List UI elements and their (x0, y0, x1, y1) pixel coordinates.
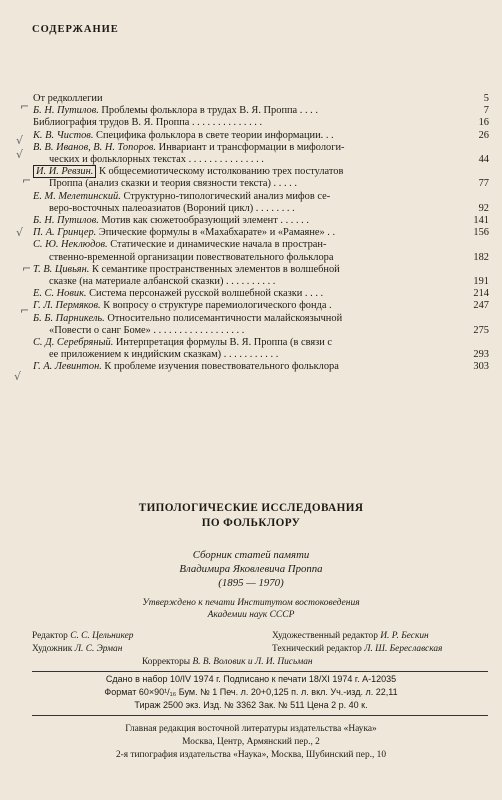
toc-entry (33, 93, 489, 105)
pencil-check-icon: √ (16, 226, 24, 239)
book-title-line1: ТИПОЛОГИЧЕСКИЕ ИССЛЕДОВАНИЯ (138, 502, 364, 514)
toc-entry (33, 117, 489, 129)
toc-entry-author: С. Д. Серебряный. (33, 337, 114, 349)
toc-entry-page: 182 (473, 251, 489, 263)
art-editor-name: И. Р. Бескин (380, 631, 429, 641)
editor-label: Редактор (32, 631, 68, 641)
toc-entry-line (33, 105, 453, 117)
toc-entry-title: ственно-временной организации повествовательного фольклора (49, 251, 334, 263)
toc-entry-page: 16 (478, 117, 489, 129)
toc-entry-author: Б. Н. Путилов. (33, 215, 99, 227)
toc-entry-title: Инвариант и трансформации в мифологи- (156, 141, 345, 153)
toc-entry-page: 303 (473, 361, 489, 373)
artist-name: Л. С. Эрман (74, 644, 123, 654)
pencil-mark-icon: ⌐ (22, 262, 32, 275)
toc-entry-line (33, 325, 453, 337)
toc-entry-title: Мотив как сюжетообразующий элемент . . . . . . (98, 215, 309, 227)
toc-entry (33, 313, 489, 337)
divider (32, 715, 488, 716)
pencil-mark-icon: ⌐ (20, 304, 30, 317)
toc-entry (33, 227, 489, 239)
toc-entry-title: Интерпретация формулы В. Я. Проппа (в связи с (113, 337, 333, 349)
toc-entry-line (33, 203, 453, 215)
toc-entry-author: Г. Л. Пермяков. (33, 300, 101, 312)
art-editor-credit (272, 631, 429, 641)
toc-entry-author: Б. Б. Парникель. (33, 312, 105, 324)
toc-entry-line (33, 276, 453, 288)
approval-line1: Утверждено к печати Институтом востоковедения (142, 598, 360, 608)
toc-entry-author: С. Ю. Неклюдов. (33, 239, 108, 251)
toc-entry-line (33, 264, 453, 276)
toc-entry-line (33, 178, 453, 190)
toc-entry-title: сказке (на материале албанской сказки) . . . . . . . . . . (49, 276, 276, 288)
tech-editor-credit (272, 644, 442, 654)
toc-entry (33, 288, 489, 300)
toc-entry-line (33, 227, 453, 239)
toc-entry (33, 142, 489, 166)
toc-entry-page: 293 (473, 349, 489, 361)
toc-entry-line (33, 349, 453, 361)
toc-entry-line (33, 142, 453, 154)
toc-entry-title: К проблеме изучения повествовательного фольклора (101, 361, 339, 373)
toc-entry-title: веро-восточных палеоазиатов (Вороний цикл) . . . . . . . . (49, 202, 295, 214)
toc-entry-page: 26 (478, 129, 489, 141)
toc-entry-page: 44 (478, 154, 489, 166)
toc-entry (33, 337, 489, 361)
toc-entry (33, 264, 489, 288)
toc-entry-title: Система персонажей русской волшебной сказки . . . . (86, 288, 324, 300)
proofreaders-credit (142, 657, 313, 667)
art-editor-label: Художественный редактор (272, 631, 378, 641)
toc-entry (33, 105, 489, 117)
toc-entry-line (33, 239, 453, 251)
table-of-contents (33, 93, 489, 374)
toc-entry-line (33, 337, 453, 349)
toc-entry-title: Библиография трудов В. Я. Проппа . . . . . . . . . . . . . . (33, 117, 263, 129)
toc-entry-line (33, 191, 453, 203)
toc-entry-page: 7 (483, 105, 489, 117)
artist-credit (32, 644, 122, 654)
toc-entry-author: Т. В. Цивьян. (33, 263, 90, 275)
subtitle-line1: Сборник статей памяти (192, 549, 310, 561)
tech-editor-label: Технический редактор (272, 644, 362, 654)
publisher-line1: Главная редакция восточной литературы издательства «Наука» (125, 724, 377, 734)
toc-entry-title: Относительно полисемантичности малайскоязычной (104, 312, 343, 324)
toc-entry-page: 191 (473, 276, 489, 288)
imprint-line3: Тираж 2500 экз. Изд. № 3362 Зак. № 511 Цена 2 р. 40 к. (134, 700, 368, 710)
toc-entry-title: Статические и динамические начала в простран- (107, 239, 327, 251)
toc-entry (33, 130, 489, 142)
toc-entry (33, 239, 489, 263)
pencil-mark-icon: ⌐ (22, 174, 32, 187)
toc-entry (33, 215, 489, 227)
toc-entry (33, 166, 489, 190)
publisher-line3: 2-я типография издательства «Наука», Москва, Шубинский пер., 10 (115, 750, 387, 760)
toc-entry-author: В. В. Иванов, В. Н. Топоров. (33, 141, 157, 153)
toc-entry-title: ческих и фольклорных текстах . . . . . . . . . . . . . . . (49, 154, 264, 166)
toc-entry-line (33, 288, 453, 300)
toc-entry-author: Г. А. Левинтон. (33, 361, 102, 373)
toc-entry-title: Специфика фольклора в свете теории информации. . . (93, 129, 334, 141)
tech-editor-name: Л. Ш. Береславская (364, 644, 443, 654)
subtitle-line2: Владимира Яковлевича Проппа (179, 563, 323, 575)
toc-entry-page: 77 (478, 178, 489, 190)
toc-heading: СОДЕРЖАНИЕ (32, 24, 119, 35)
toc-entry-page: 5 (483, 93, 489, 104)
toc-entry-title: Структурно-типологический анализ мифов се- (120, 190, 331, 202)
toc-entry-line (33, 215, 453, 227)
toc-entry-title: Эпические формулы в «Махабхарате» и «Рамаяне» . . (96, 227, 336, 239)
proofreaders-label: Корректоры (142, 657, 191, 667)
toc-entry-title: К семантике пространственных элементов в волшебной (89, 263, 340, 275)
toc-entry-author: К. В. Чистов. (33, 129, 94, 141)
toc-entry-page: 275 (473, 324, 489, 336)
toc-entry-author: Б. Н. Путилов. (33, 105, 99, 117)
toc-entry-author: Е. М. Мелетинский. (33, 190, 121, 202)
toc-entry-title: Проппа (анализ сказки и теория связности текста) . . . . . (49, 178, 297, 190)
toc-entry-author: И. И. Ревзин. (33, 165, 96, 178)
toc-entry-title: К общесемиотическому истолкованию трех постулатов (96, 166, 344, 178)
subtitle-years: (1895 — 1970) (218, 577, 284, 589)
toc-entry-author: П. А. Гринцер. (33, 227, 97, 239)
toc-entry-line (33, 313, 453, 325)
toc-entry-page: 247 (473, 300, 489, 312)
toc-entry-line (33, 117, 453, 129)
divider (32, 671, 488, 672)
toc-entry-line (33, 166, 453, 178)
toc-entry-page: 141 (473, 215, 489, 227)
toc-entry-line (33, 93, 453, 105)
editor-credit (32, 631, 133, 641)
toc-entry-title: ее приложением к индийским сказкам) . . . . . . . . . . . (49, 349, 279, 361)
pencil-mark-icon: ⌐ (20, 100, 30, 113)
toc-entry-title: От редколлегии (33, 93, 103, 104)
toc-entry (33, 361, 489, 373)
toc-entry-title: «Повести о санг Боме» . . . . . . . . . . . . . . . . . . (49, 324, 245, 336)
toc-entry-page: 92 (478, 202, 489, 214)
imprint-line2: Формат 60×90¹/₁₆ Бум. № 1 Печ. л. 20+0,125 п. л. вкл. Уч.-изд. л. 22,11 (104, 687, 398, 697)
pencil-check-icon: √ (14, 370, 22, 383)
toc-entry (33, 300, 489, 312)
toc-entry-line (33, 154, 453, 166)
toc-entry-title: Проблемы фольклора в трудах В. Я. Проппа . . . . (98, 105, 318, 117)
toc-entry-page: 214 (473, 288, 489, 300)
toc-entry-line (33, 252, 453, 264)
imprint-line1: Сдано в набор 10/IV 1974 г. Подписано к печати 18/XI 1974 г. А-12035 (105, 674, 397, 684)
book-title-line2: ПО ФОЛЬКЛОРУ (201, 517, 301, 529)
editor-name: С. С. Цельникер (70, 631, 134, 641)
toc-entry-line (33, 361, 453, 373)
toc-entry-author: Е. С. Новик. (33, 288, 87, 300)
approval-line2: Академии наук СССР (207, 610, 295, 620)
proofreaders-names: В. В. Воловик и Л. И. Письман (192, 657, 313, 667)
pencil-check-icon: √ (16, 134, 24, 147)
toc-entry (33, 191, 489, 215)
artist-label: Художник (32, 644, 73, 654)
toc-entry-title: К вопросу о структуре паремиологического фонда . (100, 300, 332, 312)
pencil-check-icon: √ (16, 148, 24, 161)
publisher-line2: Москва, Центр, Армянский пер., 2 (182, 737, 320, 747)
toc-entry-line (33, 300, 453, 312)
toc-entry-page: 156 (473, 227, 489, 239)
toc-entry-line (33, 130, 453, 142)
